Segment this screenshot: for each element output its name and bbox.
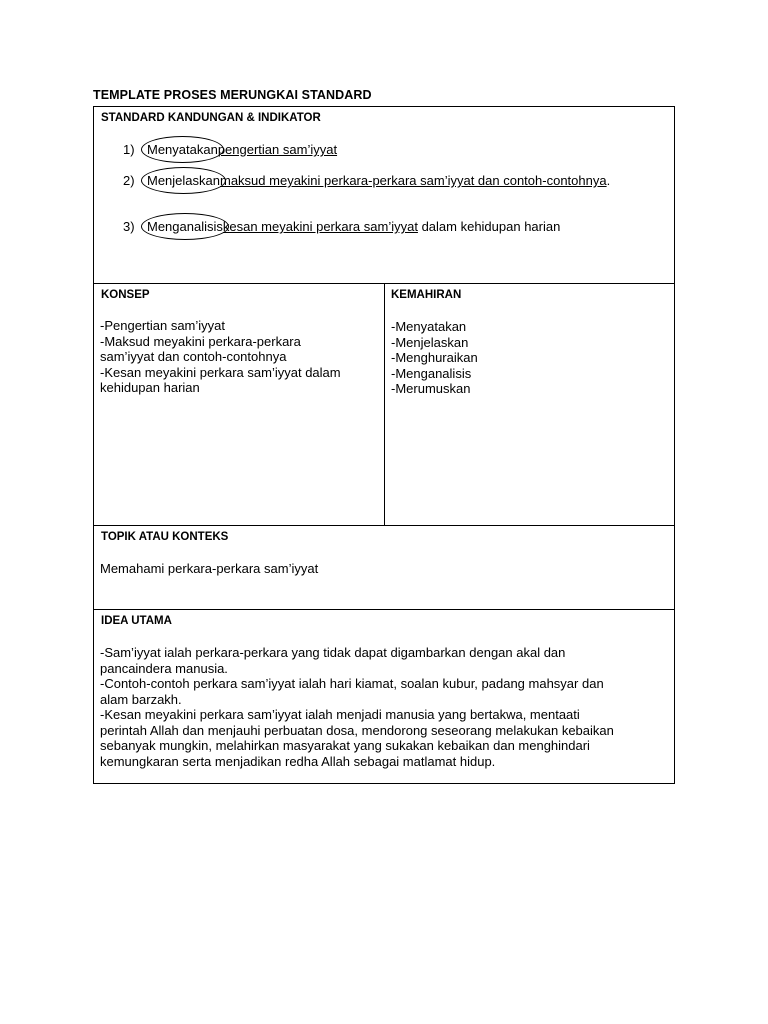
kemahiran-line: -Menganalisis [391, 365, 472, 381]
idea-line: pancaindera manusia. [100, 660, 228, 676]
indicator-object: kesan meyakini perkara sam’iyyat [222, 219, 418, 234]
idea-list [100, 645, 614, 769]
document-title: TEMPLATE PROSES MERUNGKAI STANDARD [93, 88, 372, 102]
idea-line: -Kesan meyakini perkara sam’iyyat ialah menjadi manusia yang bertakwa, mentaati [100, 707, 580, 722]
indicator-number: 3) [123, 219, 135, 234]
kemahiran-list [391, 319, 478, 397]
konsep-line: -Pengertian sam’iyyat [100, 318, 225, 333]
kemahiran-line: -Menghuraikan [391, 350, 478, 365]
indicator-item [123, 219, 560, 234]
circle-mark [141, 136, 224, 163]
idea-line: -Contoh-contoh perkara sam’iyyat ialah hari kiamat, soalan kubur, padang mahsyar dan [100, 676, 604, 691]
kemahiran-line: -Menyatakan [391, 319, 467, 334]
standard-heading: STANDARD KANDUNGAN & INDIKATOR [101, 112, 321, 124]
indicator-item [123, 142, 337, 157]
kemahiran-line: -Menjelaskan [391, 334, 469, 350]
konsep-line: -Maksud meyakini perkara-perkara [100, 333, 301, 349]
idea-line: kemungkaran serta menjadikan redha Allah sebagai matlamat hidup. [100, 753, 496, 769]
indicator-object: maksud meyakini perkara-perkara sam’iyyat dan contoh-contohnya [220, 173, 607, 188]
circle-mark [141, 167, 226, 194]
circle-mark [141, 213, 229, 240]
indicator-verb-text: Menyatakan [147, 142, 218, 157]
indicator-verb-text: Menganalisis [147, 219, 223, 234]
idea-line: -Sam’iyyat ialah perkara-perkara yang tidak dapat digambarkan dengan akal dan [100, 645, 566, 660]
indicator-rest: . [606, 173, 611, 188]
idea-heading: IDEA UTAMA [101, 615, 172, 627]
indicator-number: 2) [123, 173, 135, 188]
konsep-line: -Kesan meyakini perkara sam’iyyat dalam [100, 364, 341, 380]
indicator-item [123, 173, 610, 188]
indicator-rest: dalam kehidupan harian [417, 219, 561, 234]
indicator-object: pengertian sam’iyyat [217, 142, 338, 157]
indicator-verb [147, 173, 220, 188]
indicator-verb [147, 142, 218, 157]
idea-line: alam barzakh. [100, 691, 182, 707]
konsep-line: kehidupan harian [100, 380, 200, 395]
standard-section [93, 106, 675, 284]
kemahiran-line: -Merumuskan [391, 381, 471, 396]
indicator-number: 1) [123, 142, 135, 157]
kemahiran-heading: KEMAHIRAN [391, 289, 462, 301]
indicator-verb [147, 219, 223, 234]
idea-line: perintah Allah dan menjauhi perbuatan dosa, mendorong seseorang melakukan kebaikan [100, 722, 614, 738]
idea-line: sebanyak mungkin, melahirkan masyarakat yang sukakan kebaikan dan menghindari [100, 738, 590, 753]
topik-text: Memahami perkara-perkara sam’iyyat [100, 561, 319, 576]
konsep-line: sam’iyyat dan contoh-contohnya [100, 349, 287, 364]
indicator-verb-text: Menjelaskan [147, 173, 220, 188]
konsep-list [100, 318, 341, 396]
topik-heading: TOPIK ATAU KONTEKS [101, 531, 229, 543]
konsep-heading: KONSEP [101, 289, 150, 301]
